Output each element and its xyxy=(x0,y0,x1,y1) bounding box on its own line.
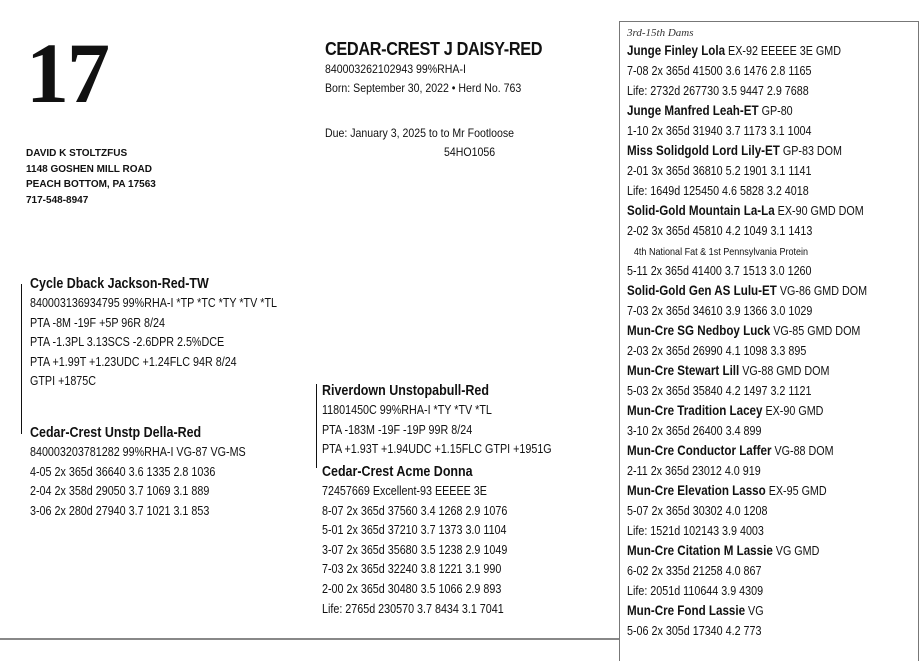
dam-ancestor-record: 2-01 3x 365d 36810 5.2 1901 3.1 1141 xyxy=(627,164,812,178)
mgd-block xyxy=(322,462,507,619)
dam-ancestor-heading xyxy=(627,101,867,121)
dam-ancestor-record: 1-10 2x 365d 31940 3.7 1173 3.1 1004 xyxy=(627,124,812,138)
dam-ancestor-heading xyxy=(627,281,867,301)
dam-ancestor-classification: EX-90 GMD DOM xyxy=(774,204,864,218)
dam-block xyxy=(30,423,246,521)
dam-name: Cedar-Crest Unstp Della-Red xyxy=(30,425,202,441)
mgd-line: 72457669 Excellent-93 EEEEE 3E xyxy=(322,484,487,498)
dam-ancestor-name: Mun-Cre Elevation Lasso xyxy=(627,483,766,498)
consignor-name: DAVID K STOLTZFUS xyxy=(26,148,128,159)
sire-name: Cycle Dback Jackson-Red-TW xyxy=(30,276,209,292)
dam-ancestor-record: 3-10 2x 365d 26400 3.4 899 xyxy=(627,424,762,438)
dam-line: 3-06 2x 280d 27940 3.7 1021 3.1 853 xyxy=(30,503,210,518)
dam-ancestor-note xyxy=(627,241,867,261)
dam-ancestor-name: Mun-Cre Citation M Lassie xyxy=(627,543,773,558)
dam-ancestor-name: Solid-Gold Mountain La-La xyxy=(627,203,775,218)
dam-ancestor-record: 7-03 2x 365d 34610 3.9 1366 3.0 1029 xyxy=(627,304,813,318)
dam-ancestor-classification: EX-95 GMD xyxy=(765,484,827,498)
consignor-address xyxy=(26,146,156,208)
dam-ancestor-classification: VG-88 GMD DOM xyxy=(739,364,830,378)
dam-ancestor-record: Life: 1521d 102143 3.9 4003 xyxy=(627,524,764,538)
dam-ancestor-classification: GP-80 xyxy=(758,104,793,118)
dam-ancestor-name: Mun-Cre SG Nedboy Luck xyxy=(627,323,771,338)
sire-line: PTA -8M -19F +5P 96R 8/24 xyxy=(30,315,165,330)
dam-ancestor-record: 2-03 2x 365d 26990 4.1 1098 3.3 895 xyxy=(627,344,807,358)
pedigree-line-sire-dam xyxy=(21,284,22,434)
consignor-city: PEACH BOTTOM, PA 17563 xyxy=(26,179,156,190)
sire-line: GTPI +1875C xyxy=(30,374,97,389)
dam-ancestor-classification: VG-86 GMD DOM xyxy=(776,284,868,298)
consignor-street: 1148 GOSHEN MILL ROAD xyxy=(26,163,152,175)
dam-ancestor-name: Junge Finley Lola xyxy=(627,43,726,58)
dam-ancestor-name: Mun-Cre Fond Lassie xyxy=(627,603,746,618)
dam-ancestor-name: Mun-Cre Conductor Laffer xyxy=(627,443,772,458)
dam-ancestor-heading xyxy=(627,541,867,561)
mgs-block xyxy=(322,381,552,460)
mgd-line: 3-07 2x 365d 35680 3.5 1238 2.9 1049 xyxy=(322,542,508,557)
due-sire-code: 54HO1056 xyxy=(444,145,496,159)
dam-ancestor-record: 6-02 2x 335d 21258 4.0 867 xyxy=(627,564,762,578)
cow-name: CEDAR-CREST J DAISY-RED xyxy=(325,38,543,59)
dam-ancestor-name: Junge Manfred Leah-ET xyxy=(627,103,759,118)
mgd-name: Cedar-Crest Acme Donna xyxy=(322,464,473,480)
sire-block xyxy=(30,274,277,392)
dam-ancestor-name: Miss Solidgold Lord Lily-ET xyxy=(627,143,780,158)
dam-ancestor-record: 5-07 2x 365d 30302 4.0 1208 xyxy=(627,504,768,518)
dam-ancestor-heading xyxy=(627,321,867,341)
dam-ancestor-record: 5-03 2x 365d 35840 4.2 1497 3.2 1121 xyxy=(627,384,812,398)
cow-header xyxy=(325,38,572,98)
dam-ancestor-name: Solid-Gold Gen AS Lulu-ET xyxy=(627,283,777,298)
sire-line: 840003136934795 99%RHA-I *TP *TC *TY *TV *TL xyxy=(30,296,277,310)
dam-ancestor-heading xyxy=(627,601,867,621)
dam-ancestor-record: 5-06 2x 305d 17340 4.2 773 xyxy=(627,624,762,638)
dam-ancestor-classification: EX-92 EEEEE 3E GMD xyxy=(725,44,841,58)
consignor-phone: 717-548-8947 xyxy=(26,194,89,206)
dam-ancestor-heading xyxy=(627,481,867,501)
mgd-line: 7-03 2x 365d 32240 3.8 1221 3.1 990 xyxy=(322,562,502,577)
dam-ancestor-record: 2-02 3x 365d 45810 4.2 1049 3.1 1413 xyxy=(627,224,813,238)
cow-id: 840003262102943 99%RHA-I xyxy=(325,62,466,76)
mgd-line: 5-01 2x 365d 37210 3.7 1373 3.0 1104 xyxy=(322,523,507,538)
dam-ancestor-classification: VG xyxy=(745,604,764,618)
dam-ancestor-classification: GP-83 DOM xyxy=(779,144,842,158)
dam-ancestor-classification: EX-90 GMD xyxy=(762,404,824,418)
mgd-line: 2-00 2x 365d 30480 3.5 1066 2.9 893 xyxy=(322,581,502,596)
mgs-line: PTA +1.93T +1.94UDC +1.15FLC GTPI +1951G xyxy=(322,442,552,457)
dam-ancestor-heading xyxy=(627,361,867,381)
dam-ancestor-classification: VG-88 DOM xyxy=(771,444,834,458)
dam-ancestor-classification: VG-85 GMD DOM xyxy=(770,324,861,338)
mgs-line: 11801450C 99%RHA-I *TY *TV *TL xyxy=(322,403,492,417)
dam-ancestor-record: Life: 1649d 125450 4.6 5828 3.2 4018 xyxy=(627,184,809,198)
cow-born: Born: September 30, 2022 • Herd No. 763 xyxy=(325,81,522,95)
dam-ancestor-note-text: 4th National Fat & 1st Pennsylvania Protein xyxy=(633,246,809,258)
dam-ancestor-heading xyxy=(627,141,867,161)
mgd-line: 8-07 2x 365d 37560 3.4 1268 2.9 1076 xyxy=(322,503,508,518)
mgs-name: Riverdown Unstopabull-Red xyxy=(322,383,489,399)
dam-ancestor-record: Life: 2732d 267730 3.5 9447 2.9 7688 xyxy=(627,84,809,98)
dam-ancestor-name: Mun-Cre Stewart Lill xyxy=(627,363,740,378)
dam-line: 2-04 2x 358d 29050 3.7 1069 3.1 889 xyxy=(30,484,210,499)
sire-line: PTA -1.3PL 3.13SCS -2.6DPR 2.5%DCE xyxy=(30,335,225,350)
dams-list xyxy=(627,41,867,641)
due-date: Due: January 3, 2025 to to Mr Footloose xyxy=(325,126,515,140)
dam-ancestor-record: 5-11 2x 365d 41400 3.7 1513 3.0 1260 xyxy=(627,264,812,278)
pedigree-line-mgs-mgd xyxy=(316,384,317,468)
dam-line: 840003203781282 99%RHA-I VG-87 VG-MS xyxy=(30,445,246,459)
dam-line: 4-05 2x 365d 36640 3.6 1335 2.8 1036 xyxy=(30,464,216,479)
dam-ancestor-record: 7-08 2x 365d 41500 3.6 1476 2.8 1165 xyxy=(627,64,812,78)
sire-line: PTA +1.99T +1.23UDC +1.24FLC 94R 8/24 xyxy=(30,354,237,369)
dam-ancestor-record: 2-11 2x 365d 23012 4.0 919 xyxy=(627,464,761,478)
mgs-line: PTA -183M -19F -19P 99R 8/24 xyxy=(322,422,473,437)
mgd-line: Life: 2765d 230570 3.7 8434 3.1 7041 xyxy=(322,601,504,616)
dam-ancestor-record: Life: 2051d 110644 3.9 4309 xyxy=(627,584,764,598)
dam-ancestor-heading xyxy=(627,401,867,421)
dams-header: 3rd-15th Dams xyxy=(627,27,694,39)
dam-ancestor-heading xyxy=(627,41,867,61)
lot-number: 17 xyxy=(26,25,108,121)
dam-ancestor-heading xyxy=(627,441,867,461)
dam-ancestor-classification: VG GMD xyxy=(772,544,820,558)
dam-ancestor-name: Mun-Cre Tradition Lacey xyxy=(627,403,763,418)
dam-ancestor-heading xyxy=(627,201,867,221)
bottom-divider xyxy=(0,638,619,640)
